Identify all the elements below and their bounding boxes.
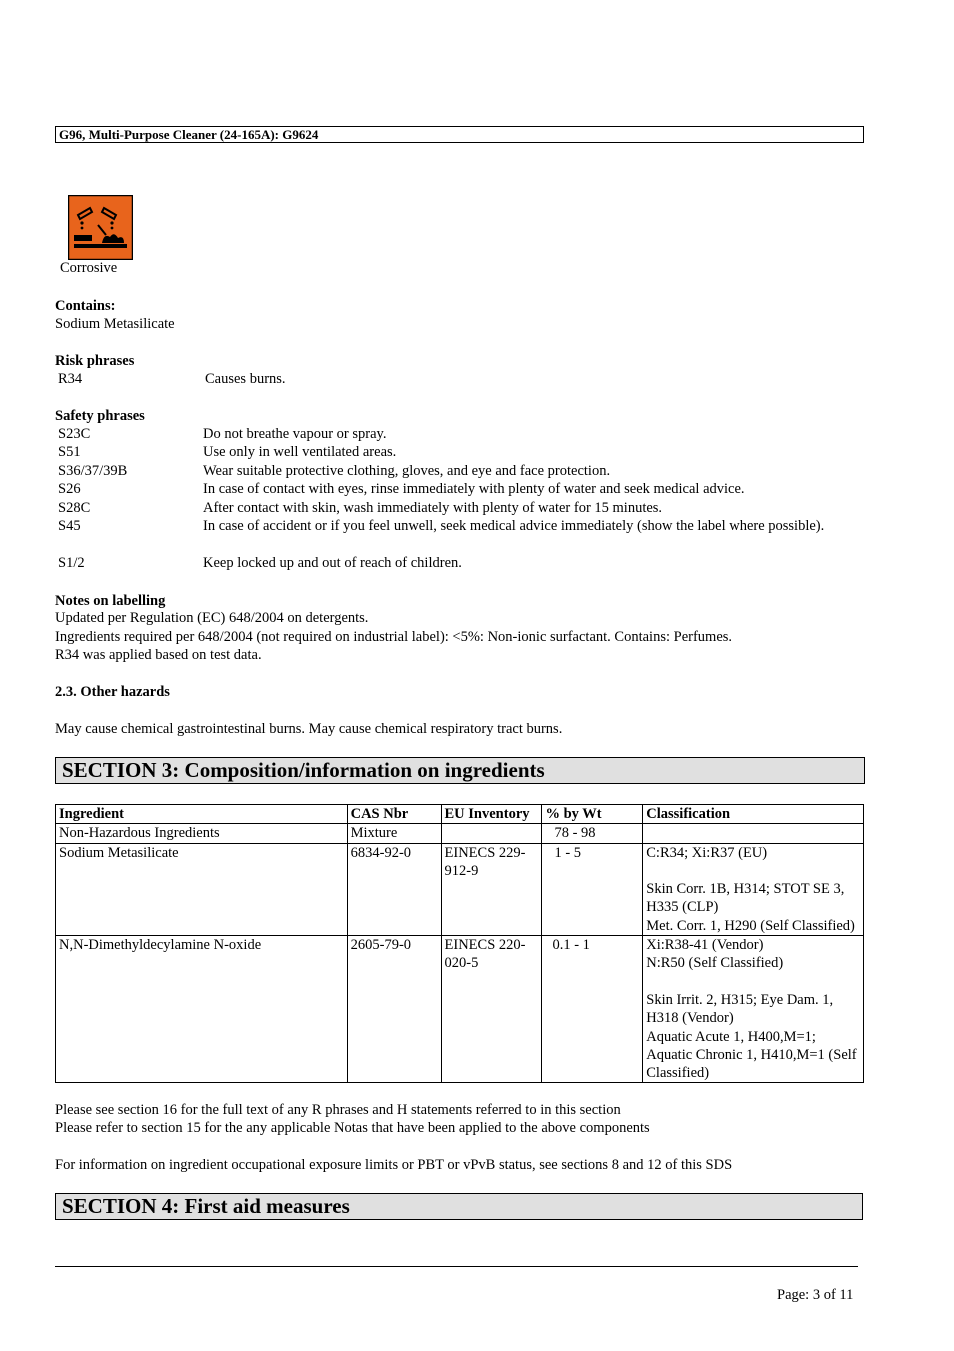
safety-text: Wear suitable protective clothing, gloves, and eye and face protection.	[203, 463, 611, 479]
risk-text: Causes burns.	[205, 371, 286, 387]
risk-heading: Risk phrases	[55, 353, 135, 369]
ingredient-cell: Non-Hazardous Ingredients	[56, 824, 348, 843]
page-number: Page: 3 of 11	[777, 1287, 854, 1303]
table-header-row	[56, 805, 864, 824]
weight-cell: 0.1 - 1	[542, 936, 643, 1083]
weight-cell: 1 - 5	[542, 843, 643, 935]
after-table-note: Please refer to section 15 for the any applicable Notas that have been applied to the above components	[55, 1120, 650, 1136]
safety-code: S28C	[58, 500, 91, 516]
column-header: CAS Nbr	[347, 805, 441, 824]
safety-code: S36/37/39B	[58, 463, 128, 479]
classification-cell	[643, 824, 864, 843]
classification-line: Met. Corr. 1, H290 (Self Classified)	[646, 917, 855, 934]
notes-heading: Notes on labelling	[55, 593, 166, 609]
safety-text: Use only in well ventilated areas.	[203, 444, 397, 460]
ingredient-cell: Sodium Metasilicate	[56, 843, 348, 935]
column-header: Ingredient	[56, 805, 348, 824]
classification-cell	[643, 936, 864, 1083]
classification-line: Xi:R38-41 (Vendor)	[646, 937, 764, 954]
weight-cell: 78 - 98	[542, 824, 643, 843]
table-row	[56, 824, 864, 843]
classification-line: Skin Irrit. 2, H315; Eye Dam. 1, H318 (Vendor)	[646, 991, 834, 1027]
table-row	[56, 843, 864, 935]
notes-line: Updated per Regulation (EC) 648/2004 on detergents.	[55, 610, 369, 626]
column-header: % by Wt	[542, 805, 643, 824]
eu-inventory-cell	[441, 824, 542, 843]
risk-code: R34	[58, 371, 83, 387]
cas-cell: Mixture	[347, 824, 441, 843]
pictogram-label: Corrosive	[60, 260, 118, 276]
safety-code: S23C	[58, 426, 91, 442]
column-header: Classification	[643, 805, 864, 824]
notes-line: R34 was applied based on test data.	[55, 647, 262, 663]
corrosive-pictogram-icon	[68, 195, 133, 260]
classification-line: Aquatic Acute 1, H400,M=1; Aquatic Chronic 1, H410,M=1 (Self Classified)	[646, 1028, 857, 1082]
contains-text: Sodium Metasilicate	[55, 316, 175, 332]
safety-text: In case of accident or if you feel unwell, seek medical advice immediately (show the label where possible).	[203, 518, 825, 534]
eu-inventory-cell: EINECS 220-020-5	[441, 936, 542, 1083]
classification-line: N:R50 (Self Classified)	[646, 955, 784, 972]
footer-divider	[55, 1266, 858, 1267]
classification-line: Skin Corr. 1B, H314; STOT SE 3, H335 (CLP)	[646, 881, 845, 916]
ingredient-cell: N,N-Dimethyldecylamine N-oxide	[56, 936, 348, 1083]
other-hazards-text: May cause chemical gastrointestinal burns. May cause chemical respiratory tract burns.	[55, 721, 563, 737]
safety-code: S45	[58, 518, 81, 534]
safety-code: S1/2	[58, 555, 85, 571]
ingredients-table	[55, 804, 864, 1083]
classification-line: C:R34; Xi:R37 (EU)	[646, 844, 768, 861]
table-row	[56, 936, 864, 1083]
exposure-note: For information on ingredient occupational exposure limits or PBT or vPvB status, see sections 8 and 12 of this SDS	[55, 1157, 733, 1173]
safety-code: S26	[58, 481, 81, 497]
cas-cell: 2605-79-0	[347, 936, 441, 1083]
safety-text: After contact with skin, wash immediately with plenty of water for 15 minutes.	[203, 500, 663, 516]
safety-code: S51	[58, 444, 81, 460]
column-header: EU Inventory	[441, 805, 542, 824]
classification-cell	[643, 843, 864, 935]
notes-line: Ingredients required per 648/2004 (not required on industrial label): <5%: Non-ionic surfactant. Contains: Perfumes.	[55, 629, 733, 645]
safety-text: Keep locked up and out of reach of children.	[203, 555, 462, 571]
eu-inventory-cell: EINECS 229-912-9	[441, 843, 542, 935]
document-header: G96, Multi-Purpose Cleaner (24-165A): G9624	[55, 126, 864, 143]
classification-line	[646, 862, 860, 880]
safety-heading: Safety phrases	[55, 408, 145, 424]
section-4-title: SECTION 4: First aid measures	[55, 1193, 863, 1220]
after-table-note: Please see section 16 for the full text of any R phrases and H statements referred to in this section	[55, 1102, 621, 1118]
other-hazards-heading: 2.3. Other hazards	[55, 684, 170, 700]
classification-line	[646, 973, 860, 991]
safety-text: In case of contact with eyes, rinse immediately with plenty of water and seek medical advice.	[203, 481, 745, 497]
safety-text: Do not breathe vapour or spray.	[203, 426, 387, 442]
cas-cell: 6834-92-0	[347, 843, 441, 935]
contains-heading: Contains:	[55, 298, 116, 314]
section-3-title: SECTION 3: Composition/information on ingredients	[55, 757, 865, 784]
